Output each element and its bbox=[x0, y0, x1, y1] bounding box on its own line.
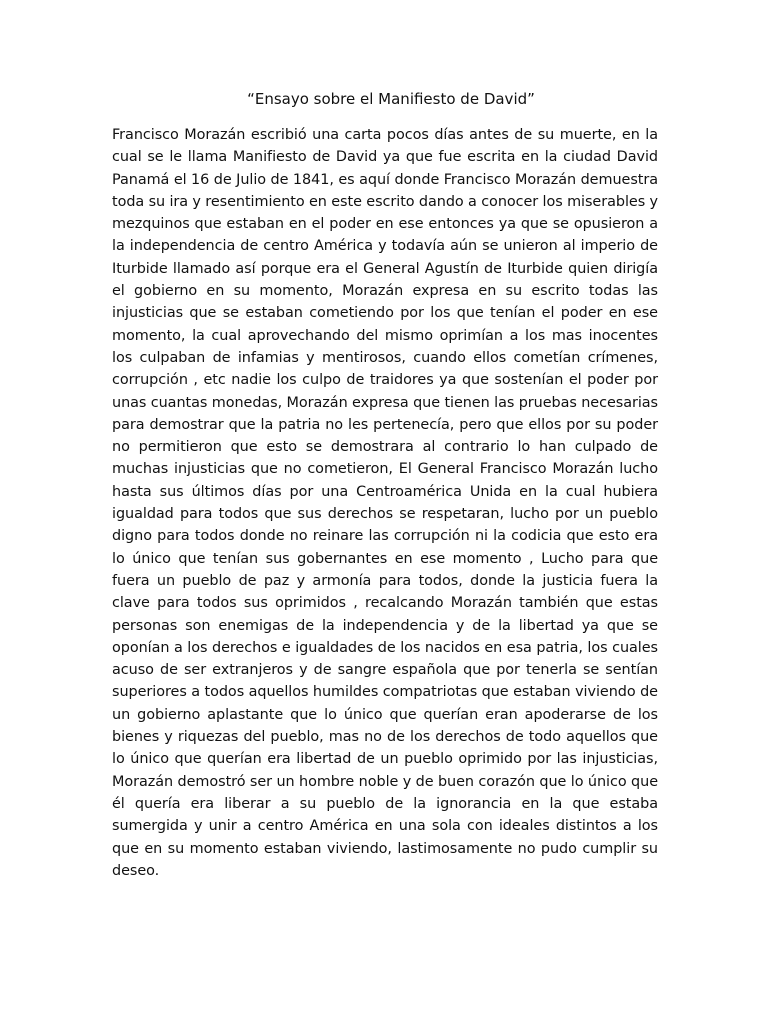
document-title: “Ensayo sobre el Manifiesto de David” bbox=[247, 90, 535, 108]
document-page bbox=[112, 88, 658, 882]
document-body-paragraph: Francisco Morazán escribió una carta pocos días antes de su muerte, en la cual se le llama Manifiesto de David ya que fue escrita en la ciudad David Panamá el 16 de Julio de 1841, es aquí donde Francisco Morazán demuestra toda su ira y resentimiento en este escrito dando a conocer los miserables y mezquinos que estaban en el poder en ese entonces ya que se opusieron a la independencia de centro América y todavía aún se unieron al imperio de Iturbide llamado así porque era el General Agustín de Iturbide quien dirigía el gobierno en su momento, Morazán expresa en su escrito todas las injusticias que se estaban cometiendo por los que tenían el poder en ese momento, la cual aprovechando del mismo oprimían a los mas inocentes los culpaban de infamias y mentirosos, cuando ellos cometían crímenes, corrupción , etc nadie los culpo de traidores ya que sostenían el poder por unas cuantas monedas, Morazán expresa que tienen las pruebas necesarias para demostrar que la patria no les pertenecía, pero que ellos por su poder no permitieron que esto se demostrara al contrario lo han culpado de muchas injusticias que no cometieron, El General Francisco Morazán lucho hasta sus últimos días por una Centroamérica Unida en la cual hubiera igualdad para todos que sus derechos se respetaran, lucho por un pueblo digno para todos donde no reinare las corrupción ni la codicia que esto era lo único que tenían sus gobernantes en ese momento , Lucho para que fuera un pueblo de paz y armonía para todos, donde la justicia fuera la clave para todos sus oprimidos , recalcando Morazán también que estas personas son enemigas de la independencia y de la libertad ya que se oponían a los derechos e igualdades de los nacidos en esa patria, los cuales acuso de ser extranjeros y de sangre española que por tenerla se sentían superiores a todos aquellos humildes compatriotas que estaban viviendo de un gobierno aplastante que lo único que querían eran apoderarse de los bienes y riquezas del pueblo, mas no de los derechos de todo aquellos que lo único que querían era libertad de un pueblo oprimido por las injusticias, Morazán demostró ser un hombre noble y de buen corazón que lo único que él quería era liberar a su pueblo de la ignorancia en la que estaba sumergida y unir a centro América en una sola con ideales distintos a los que en su momento estaban viviendo, lastimosamente no pudo cumplir su deseo. bbox=[112, 127, 658, 879]
